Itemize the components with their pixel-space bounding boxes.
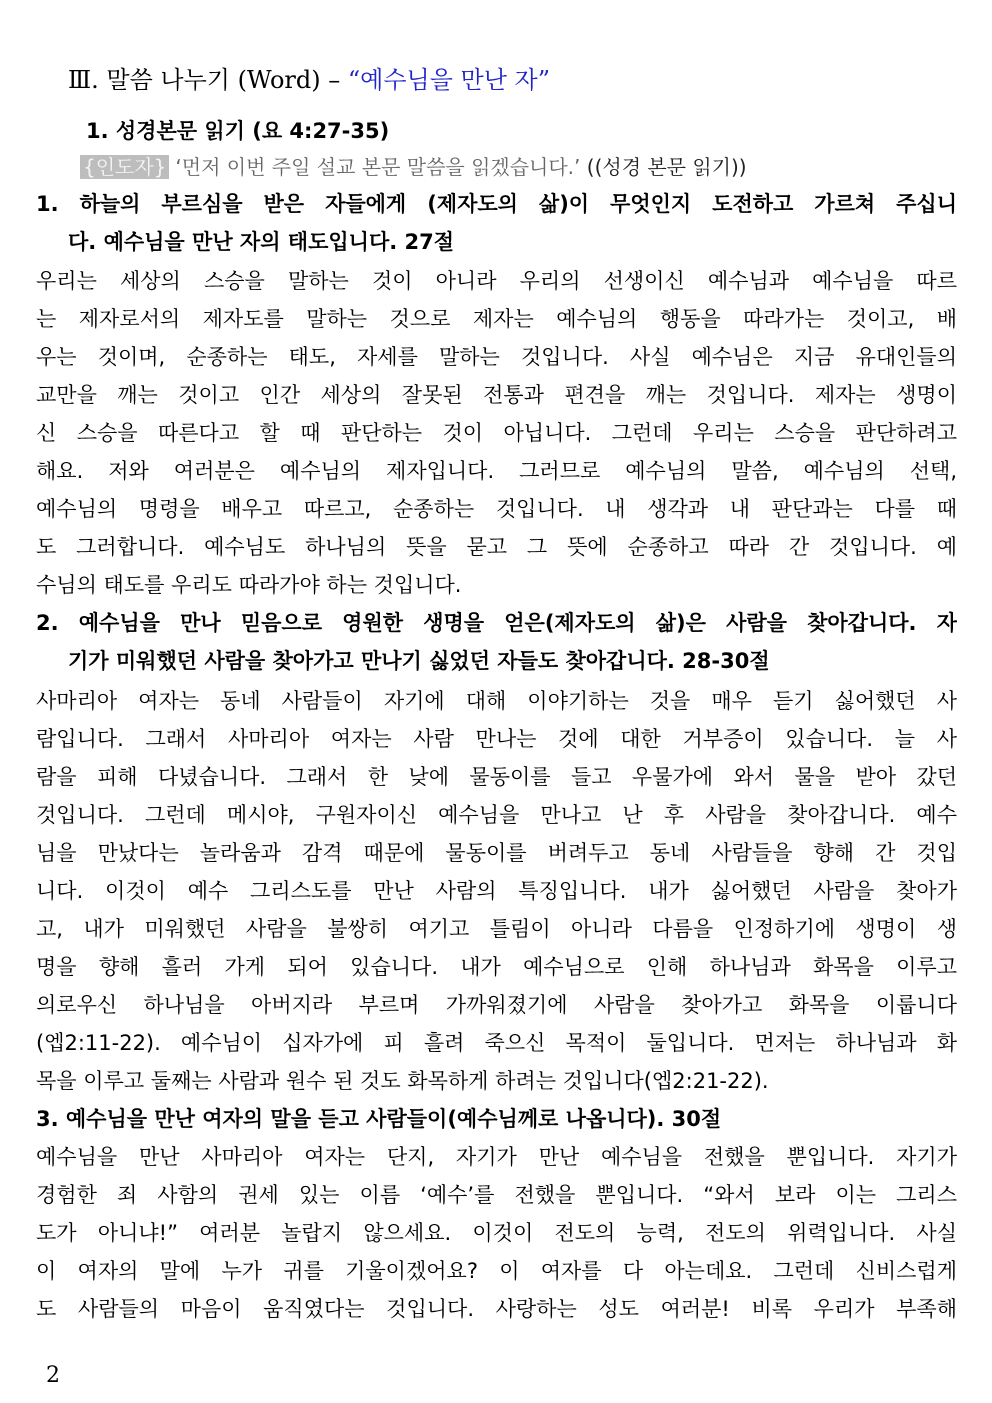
body-line: 우는 것이며, 순종하는 태도, 자세를 말하는 것입니다. 사실 예수님은 지금 유대인들의	[36, 345, 957, 369]
body-line: 이 여자의 말에 누가 귀를 기울이겠어요? 이 여자를 다 아는데요. 그런데 신비스럽게	[36, 1259, 957, 1283]
body-line: 람을 피해 다녔습니다. 그래서 한 낮에 물동이를 들고 우물가에 와서 물을 받아 갔던	[36, 765, 957, 789]
body-line: 경험한 죄 사함의 권세 있는 이름 ‘예수’를 전했을 뿐입니다. “와서 보라 이는 그리스	[36, 1183, 957, 1207]
body-line: 예수님을 만난 사마리아 여자는 단지, 자기가 만난 예수님을 전했을 뿐입니다. 자기가	[36, 1145, 957, 1169]
body-line: 명을 향해 흘러 가게 되어 있습니다. 내가 예수님으로 인해 하나님과 화목을 이루고	[36, 955, 957, 979]
body-line: 우리는 세상의 스승을 말하는 것이 아니라 우리의 선생이신 예수님과 예수님을 따르	[36, 269, 957, 293]
body-line: 목을 이루고 둘째는 사람과 원수 된 것도 화목하게 하려는 것입니다(엡2:21-22).	[36, 1069, 769, 1093]
body-line: 예수님의 명령을 배우고 따르고, 순종하는 것입니다. 내 생각과 내 판단과는 다를 때	[36, 497, 957, 521]
page-number: 2	[46, 1363, 60, 1388]
point-3-heading: 3. 예수님을 만난 여자의 말을 듣고 사람들이(예수님께로 나옵니다). 30절	[36, 1107, 722, 1131]
point-2-heading: 2. 예수님을 만나 믿음으로 영원한 생명을 얻은(제자도의 삶)은 사람을 찾아갑니다. 자	[36, 611, 957, 635]
body-line: 니다. 이것이 예수 그리스도를 만난 사람의 특징입니다. 내가 싫어했던 사람을 찾아가	[36, 879, 957, 903]
body-line: 의로우신 하나님을 아버지라 부르며 가까워졌기에 사람을 찾아가고 화목을 이룹니다	[36, 993, 957, 1017]
body-line: 람입니다. 그래서 사마리아 여자는 사람 만나는 것에 대한 거부증이 있습니다. 늘 사	[36, 727, 957, 751]
body-line: 사마리아 여자는 동네 사람들이 자기에 대해 이야기하는 것을 매우 듣기 싫어했던 사	[36, 689, 957, 713]
body-line: 도 그러합니다. 예수님도 하나님의 뜻을 묻고 그 뜻에 순종하고 따라 간 것입니다. 예	[36, 535, 957, 559]
body-line: (엡2:11-22). 예수님이 십자가에 피 흘려 죽으신 목적이 둘입니다. 먼저는 하나님과 화	[36, 1031, 957, 1055]
leader-instruction	[80, 153, 747, 181]
body-line: 님을 만났다는 놀라움과 감격 때문에 물동이를 버려두고 동네 사람들을 향해 간 것입	[36, 841, 957, 865]
body-line: 도 사람들의 마음이 움직였다는 것입니다. 사랑하는 성도 여러분! 비록 우리가 부족해	[36, 1297, 957, 1321]
leader-text: ‘먼저 이번 주일 설교 본문 말씀을 읽겠습니다.’	[175, 155, 581, 179]
point-2-heading-cont: 기가 미워했던 사람을 찾아가고 만나기 싫었던 자들도 찾아갑니다. 28-30절	[68, 649, 770, 673]
body-line: 교만을 깨는 것이고 인간 세상의 잘못된 전통과 편견을 깨는 것입니다. 제자는 생명이	[36, 383, 957, 407]
scripture-reading-title: 1. 성경본문 읽기 (요 4:27-35)	[86, 119, 390, 143]
body-line: 는 제자로서의 제자도를 말하는 것으로 제자는 예수님의 행동을 따라가는 것이고, 배	[36, 307, 957, 331]
body-line: 수님의 태도를 우리도 따라가야 하는 것입니다.	[36, 573, 462, 597]
section-heading-quote: “예수님을 만난 자”	[347, 66, 550, 94]
body-line: 것입니다. 그런데 메시야, 구원자이신 예수님을 만나고 난 후 사람을 찾아갑니다. 예수	[36, 803, 957, 827]
body-line: 고, 내가 미워했던 사람을 불쌍히 여기고 틀림이 아니라 다름을 인정하기에 생명이 생	[36, 917, 957, 941]
leader-tag: {인도자}	[80, 155, 169, 179]
section-heading	[68, 64, 868, 96]
body-line: 신 스승을 따른다고 할 때 판단하는 것이 아닙니다. 그런데 우리는 스승을 판단하려고	[36, 421, 957, 445]
point-1-heading-cont: 다. 예수님을 만난 자의 태도입니다. 27절	[68, 230, 455, 254]
leader-note: ((성경 본문 읽기))	[580, 155, 747, 179]
body-line: 도가 아니냐!” 여러분 놀랍지 않으세요. 이것이 전도의 능력, 전도의 위력입니다. 사실	[36, 1221, 957, 1245]
point-1-heading: 1. 하늘의 부르심을 받은 자들에게 (제자도의 삶)이 무엇인지 도전하고 가르쳐 주십니	[36, 192, 957, 216]
section-heading-prefix: Ⅲ. 말씀 나누기 (Word) –	[68, 66, 348, 94]
body-line: 해요. 저와 여러분은 예수님의 제자입니다. 그러므로 예수님의 말씀, 예수님의 선택,	[36, 459, 957, 483]
